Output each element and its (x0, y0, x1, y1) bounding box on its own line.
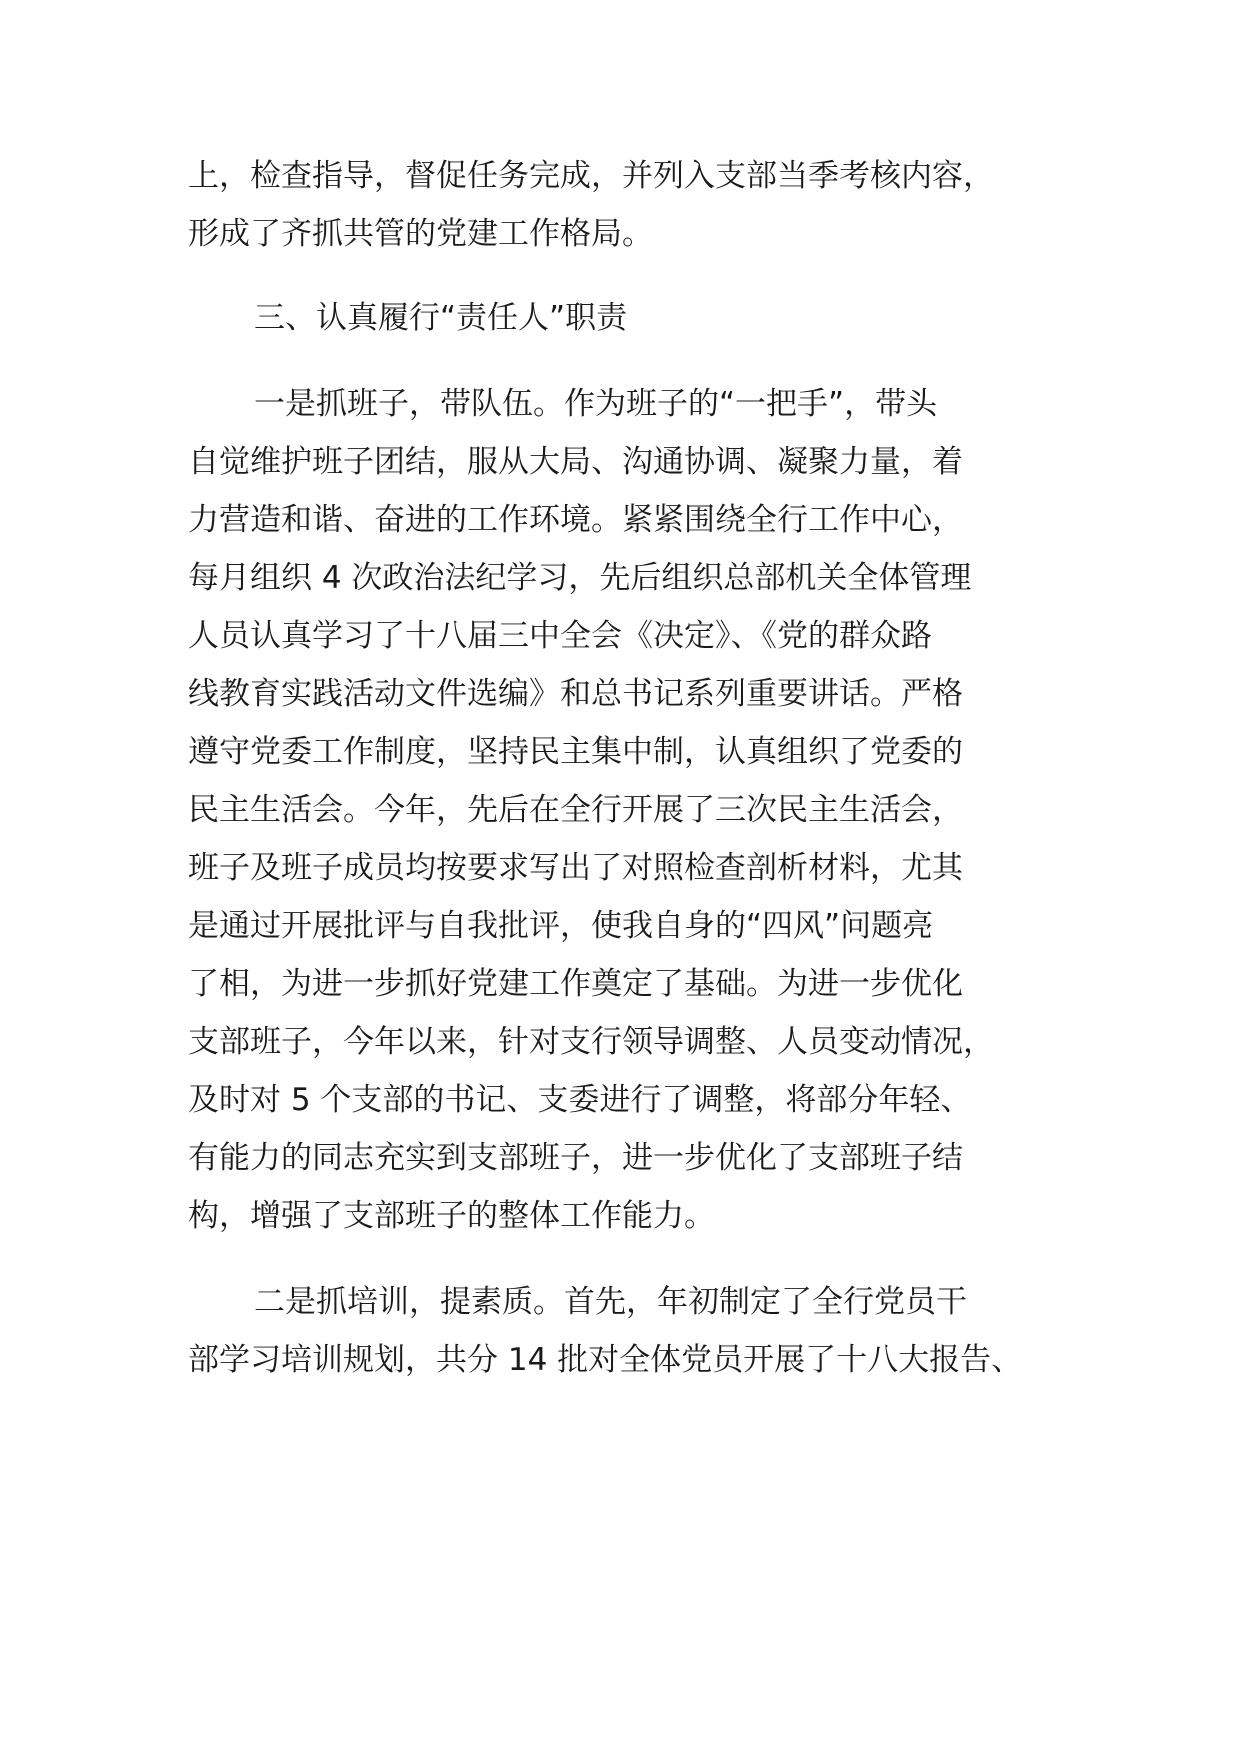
text-line: 民主生活会。今年，先后在全行开展了三次民主生活会， (188, 792, 963, 828)
text-line: 班子及班子成员均按要求写出了对照检查剖析材料，尤其 (188, 850, 963, 886)
text-line: 支部班子，今年以来，针对支行领导调整、人员变动情况， (188, 1024, 994, 1060)
text-line: 有能力的同志充实到支部班子，进一步优化了支部班子结 (188, 1140, 963, 1176)
text-line: 力营造和谐、奋进的工作环境。紧紧围绕全行工作中心， (188, 502, 963, 538)
text-line: 自觉维护班子团结，服从大局、沟通协调、凝聚力量，着 (188, 444, 963, 480)
text-line: 构，增强了支部班子的整体工作能力。 (188, 1198, 715, 1234)
text-line: 及时对 5 个支部的书记、支委进行了调整，将部分年轻、 (188, 1082, 972, 1118)
text-line: 线教育实践活动文件选编》和总书记系列重要讲话。严格 (188, 676, 963, 712)
text-line: 二是抓培训，提素质。首先，年初制定了全行党员干 (254, 1284, 967, 1320)
text-line: 遵守党委工作制度，坚持民主集中制，认真组织了党委的 (188, 734, 963, 770)
text-line: 了相，为进一步抓好党建工作奠定了基础。为进一步优化 (188, 966, 963, 1002)
section-heading: 三、认真履行“责任人”职责 (254, 300, 628, 336)
text-line: 部学习培训规划，共分 14 批对全体党员开展了十八大报告、 (188, 1342, 1023, 1378)
text-line: 一是抓班子，带队伍。作为班子的“一把手”，带头 (254, 386, 938, 422)
text-line: 每月组织 4 次政治法纪学习，先后组织总部机关全体管理 (188, 560, 972, 596)
text-line: 是通过开展批评与自我批评，使我自身的“四风”问题亮 (188, 908, 934, 944)
text-line: 形成了齐抓共管的党建工作格局。 (188, 216, 653, 252)
text-line: 人员认真学习了十八届三中全会《决定》、《党的群众路 (188, 618, 932, 654)
text-line: 上，检查指导，督促任务完成，并列入支部当季考核内容， (188, 158, 994, 194)
